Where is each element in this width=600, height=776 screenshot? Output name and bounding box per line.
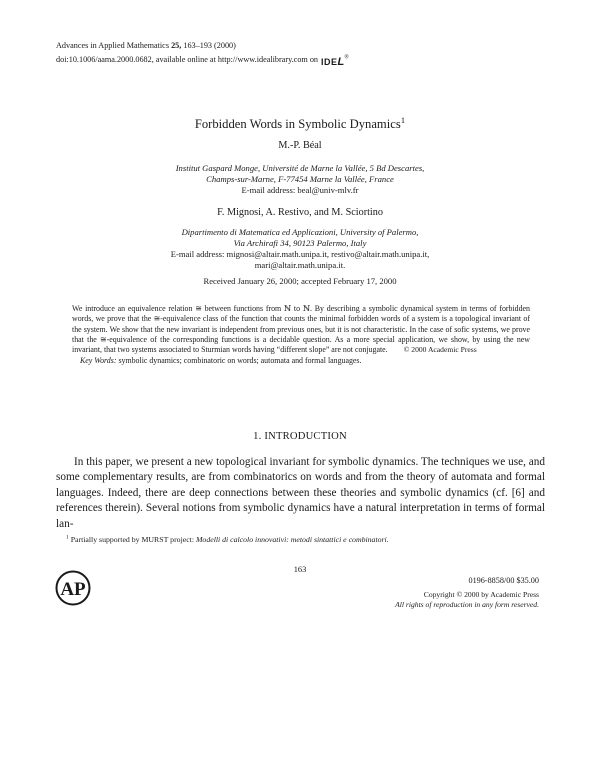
journal-pages-year: 163–193 (2000) <box>183 41 236 50</box>
footnote-marker: 1 <box>66 534 69 541</box>
received-dates: Received January 26, 2000; accepted February 17, 2000 <box>203 276 397 286</box>
academic-press-logo-letters: AP <box>60 579 86 600</box>
keywords-text: symbolic dynamics; combinatoric on words; automata and formal languages. <box>118 355 362 365</box>
affiliation-line: Dipartimento di Matematica ed Applicazioni, University of Palermo, <box>181 227 419 237</box>
intro-paragraph: In this paper, we present a new topological invariant for symbolic dynamics. The techniques we use, and some complementary results, are from combinatorics on words and from the theory of automata and formal languages. Indeed, there are deep connections between these theories and symbolic dynamics (cf. [6] and references therein). Several notions from symbolic dynamics have a natural interpretation in terms of formal lan- <box>56 456 545 530</box>
footer-copyright: Copyright © 2000 by Academic Press <box>423 590 539 599</box>
title-footnote-marker: 1 <box>400 114 406 125</box>
author-email: E-mail address: beal@univ-mlv.fr <box>241 185 359 195</box>
author-names-2: F. Mignosi, A. Restivo, and M. Sciortino <box>217 207 383 218</box>
affiliation-line: Institut Gaspard Monge, Université de Marne la Vallée, 5 Bd Descartes, <box>175 163 425 173</box>
footnote <box>56 535 545 545</box>
academic-press-logo <box>55 570 91 611</box>
keywords <box>72 356 530 366</box>
paper-title-text: Forbidden Words in Symbolic Dynamics <box>194 117 401 131</box>
ideal-logo-mark: L <box>337 56 345 68</box>
journal-citation <box>56 41 236 50</box>
author-names-1: M.-P. Béal <box>278 140 322 151</box>
journal-name: Advances in Applied Mathematics <box>56 41 170 50</box>
page-number: 163 <box>293 565 307 574</box>
footer-rights: All rights of reproduction in any form reserved. <box>395 600 539 609</box>
footnote-paragraph <box>56 535 545 545</box>
footnote-lead: Partially supported by MURST project: <box>70 535 194 544</box>
issn-price: 0196-8858/00 $35.00 <box>468 576 539 585</box>
ideal-logo-text: IDE <box>321 57 338 67</box>
affiliation-line: Via Archirafi 34, 90123 Palermo, Italy <box>233 238 367 248</box>
affiliation-line: Champs-sur-Marne, F-77454 Marne la Vallée, France <box>206 174 394 184</box>
intro-body <box>56 455 545 532</box>
footnote-italic: Modelli di calcolo innovativi: metodi sintattici e combinatori. <box>195 535 389 544</box>
abstract <box>72 304 530 366</box>
author-email: mari@altair.math.unipa.it. <box>254 260 346 270</box>
paper-title <box>0 114 600 132</box>
journal-volume: 25, <box>171 41 182 50</box>
author-email: E-mail address: mignosi@altair.math.unipa.it, restivo@altair.math.unipa.it, <box>170 249 430 259</box>
abstract-copyright: © 2000 Academic Press <box>403 345 477 355</box>
academic-press-logo-icon <box>55 570 91 606</box>
section-heading: 1. INTRODUCTION <box>253 431 347 442</box>
ideal-logo <box>321 52 349 70</box>
doi-line: doi:10.1006/aama.2000.0682, available online at http://www.idealibrary.com on <box>56 55 319 64</box>
ideal-logo-sup: ® <box>344 54 349 61</box>
abstract-paragraph <box>72 304 530 356</box>
keywords-label: Key Words: <box>80 355 117 365</box>
abstract-text: We introduce an equivalence relation ≅ between functions from ℕ to ℕ. By describing a symbolic dynamical system in terms of forbidden words, we prove that the ≅-equivalence class of the function that counts the minimal forbidden words of a system is a topological invariant of the system. We show that the new invariant is independent from previous ones, but it is not characteristic. In the case of sofic systems, we prove that the ≅-equivalence of the corresponding functions is a decidable question. As a more special application, we show, by using the new invariant, that two systems associated to Sturmian words having “different slope” are not conjugate. <box>72 304 530 355</box>
